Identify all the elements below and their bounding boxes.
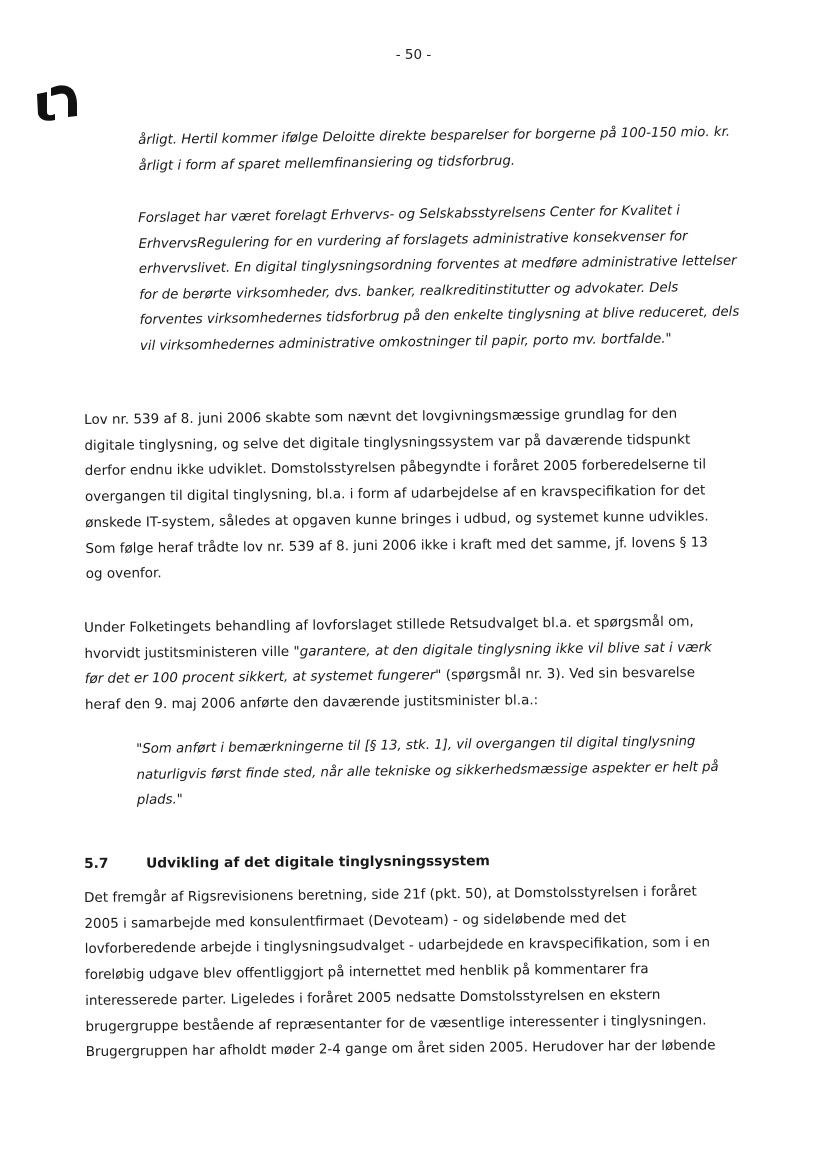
quote-text: Forslaget har været forelagt Erhvervs- og Selskabsstyrelsens Center for Kvalitet i ErhvervsRegulering for en vurdering af forslagets administrative konsekvenser for erhvervslivet. En digital tinglysningsordning forventes at medføre administrative lettelser for de berørte virksomheder, dvs. banker, realkreditinstitutter og advokater. Dels forventes virksomhedernes tidsforbrug på den enkelte tinglysning at blive reduceret, dels vil virksomhedernes administrative omkostninger til papir, porto mv. bortfalde." <box>138 203 740 354</box>
quote-text: "Som anført i bemærkningerne til [§ 13, stk. 1], vil overgangen til digital tinglysning naturligvis først finde sted, når alle tekniske og sikkerhedsmæssige aspekter er helt på plads." <box>136 734 719 808</box>
paragraph-text: Lov nr. 539 af 8. juni 2006 skabte som nævnt det lovgivningsmæssige grundlag for den digitale tinglysning, og selve det digitale tinglysningssystem var på daværende tidspunkt derfor endnu ikke udviklet. Domstolsstyrelsen påbegyndte i foråret 2005 forberedelserne til overgangen til digital tinglysning, bl.a. i form af udarbejdelse af en kravspecifikation for det ønskede IT-system, således at opgaven kunne bringes i udbud, og systemet kunne udvikles. Som følge heraf trådte lov nr. 539 af 8. juni 2006 ikke i kraft med det samme, jf. lovens § 13 og ovenfor. <box>84 405 709 583</box>
quote-text: årligt. Hertil kommer ifølge Deloitte direkte besparelser for borgerne på 100-150 mio. kr. årligt i form af sparet mellemfinansiering og tidsforbrug. <box>138 124 731 174</box>
paragraph-law-539 <box>84 401 726 588</box>
paragraph-text: Det fremgår af Rigsrevisionens beretning, side 21f (pkt. 50), at Domstolsstyrelsen i foråret 2005 i samarbejde med konsulentfirmaet (Devoteam) - og sideløbende med det lovforberedende arbejde i tinglysningsudvalget - udarbejdede en kravspecifikation, som i en foreløbig udgave blev offentliggjort på internettet med henblik på kommentarer fra interesserede parter. Ligeledes i foråret 2005 nedsatte Domstolsstyrelsen en ekstern brugergruppe bestående af repræsentanter for de væsentlige interessenter i tinglysningen. Brugergruppen har afholdt møder 2-4 gange om året siden 2005. Herudover har der løbende <box>84 883 716 1061</box>
paragraph-quote-italic: garantere, at den digitale tinglysning ikke vil blive sat i værk før det er 100 procent sikkert, at systemet fungerer <box>84 639 712 688</box>
page-number: - 50 - <box>395 47 432 63</box>
paragraph-retsudvalget <box>84 609 725 719</box>
section-number: 5.7 <box>84 855 109 872</box>
section-heading <box>84 852 724 872</box>
section-title: Udvikling af det digitale tinglysningssystem <box>145 853 490 872</box>
quote-justice-minister <box>136 729 737 814</box>
quote-administrative-consequences <box>138 198 740 359</box>
logo-icon <box>35 82 79 122</box>
paragraph-text-after: " (spørgsmål nr. 3). Ved sin besvarelse heraf den 9. maj 2006 anførte den daværende justitsminister bl.a.: <box>84 665 696 714</box>
paragraph-text <box>84 609 725 719</box>
paragraph-rigsrevisionen <box>84 879 726 1066</box>
paragraph-text-before: Under Folketingets behandling af lovforslaget stillede Retsudvalget bl.a. et spørgsmål om, hvorvidt justitsministeren ville " <box>84 613 694 662</box>
quote-continuation <box>138 120 739 179</box>
